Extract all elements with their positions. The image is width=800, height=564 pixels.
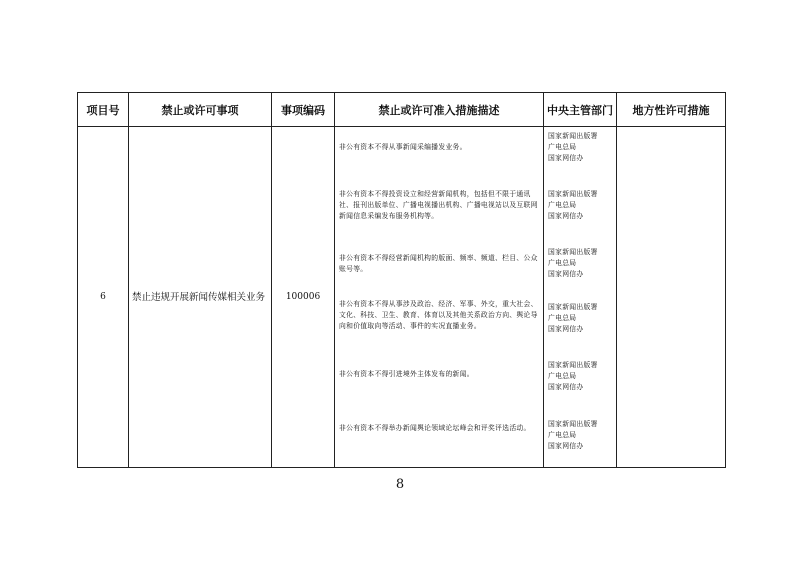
header-central-department: 中央主管部门 [544,93,617,127]
measures-cell [335,127,544,468]
departments-cell [544,127,617,468]
department-name: 广电总局 [548,372,577,380]
department-group [548,419,612,452]
department-name: 国家新闻出版署 [548,248,598,256]
item-name-cell: 禁止违规开展新闻传媒相关业务 [129,127,272,468]
measure-text-3: 非公有资本不得经营新闻机构的版面、频率、频道、栏目、公众账号等。 [339,254,538,273]
department-group [548,247,612,280]
header-item-number: 项目号 [78,93,129,127]
department-name: 国家新闻出版署 [548,420,598,428]
header-local-measures: 地方性许可措施 [617,93,726,127]
measure-text-1: 非公有资本不得从事新闻采编播发业务。 [339,143,467,151]
header-item-code: 事项编码 [272,93,335,127]
department-name: 国家网信办 [548,442,584,450]
measure-text-5: 非公有资本不得引进境外主体发布的新闻。 [339,370,474,378]
item-number-cell: 6 [78,127,129,468]
header-item-name: 禁止或许可事项 [129,93,272,127]
department-group [548,189,612,222]
department-name: 国家网信办 [548,154,584,162]
department-name: 国家网信办 [548,270,584,278]
department-name: 广电总局 [548,431,577,439]
department-name: 国家网信办 [548,325,584,333]
department-name: 广电总局 [548,259,577,267]
department-name: 国家新闻出版署 [548,190,598,198]
regulation-table [77,92,726,468]
measure-text-6: 非公有资本不得举办新闻舆论领域论坛峰会和评奖评选活动。 [339,424,531,432]
department-group [548,302,612,335]
table-row [78,127,726,468]
measure-text-4: 非公有资本不得从事涉及政治、经济、军事、外交，重大社会、文化、科技、卫生、教育、体育以及其他关系政治方向、舆论导向和价值取向等活动、事件的实况直播业务。 [339,300,538,330]
measure-text-2: 非公有资本不得投资设立和经营新闻机构，包括但不限于通讯社、报刊出版单位、广播电视播出机构、广播电视站以及互联网新闻信息采编发布服务机构等。 [339,190,538,220]
department-name: 国家新闻出版署 [548,361,598,369]
table-header-row [78,93,726,127]
department-name: 国家网信办 [548,383,584,391]
item-code-cell: 100006 [272,127,335,468]
header-measure-description: 禁止或许可准入措施描述 [335,93,544,127]
department-name: 广电总局 [548,314,577,322]
department-name: 国家新闻出版署 [548,303,598,311]
page-number: 8 [395,477,405,492]
local-measures-cell [617,127,726,468]
department-name: 国家新闻出版署 [548,132,598,140]
department-group [548,131,612,164]
department-name: 国家网信办 [548,212,584,220]
department-group [548,360,612,393]
department-name: 广电总局 [548,143,577,151]
department-name: 广电总局 [548,201,577,209]
